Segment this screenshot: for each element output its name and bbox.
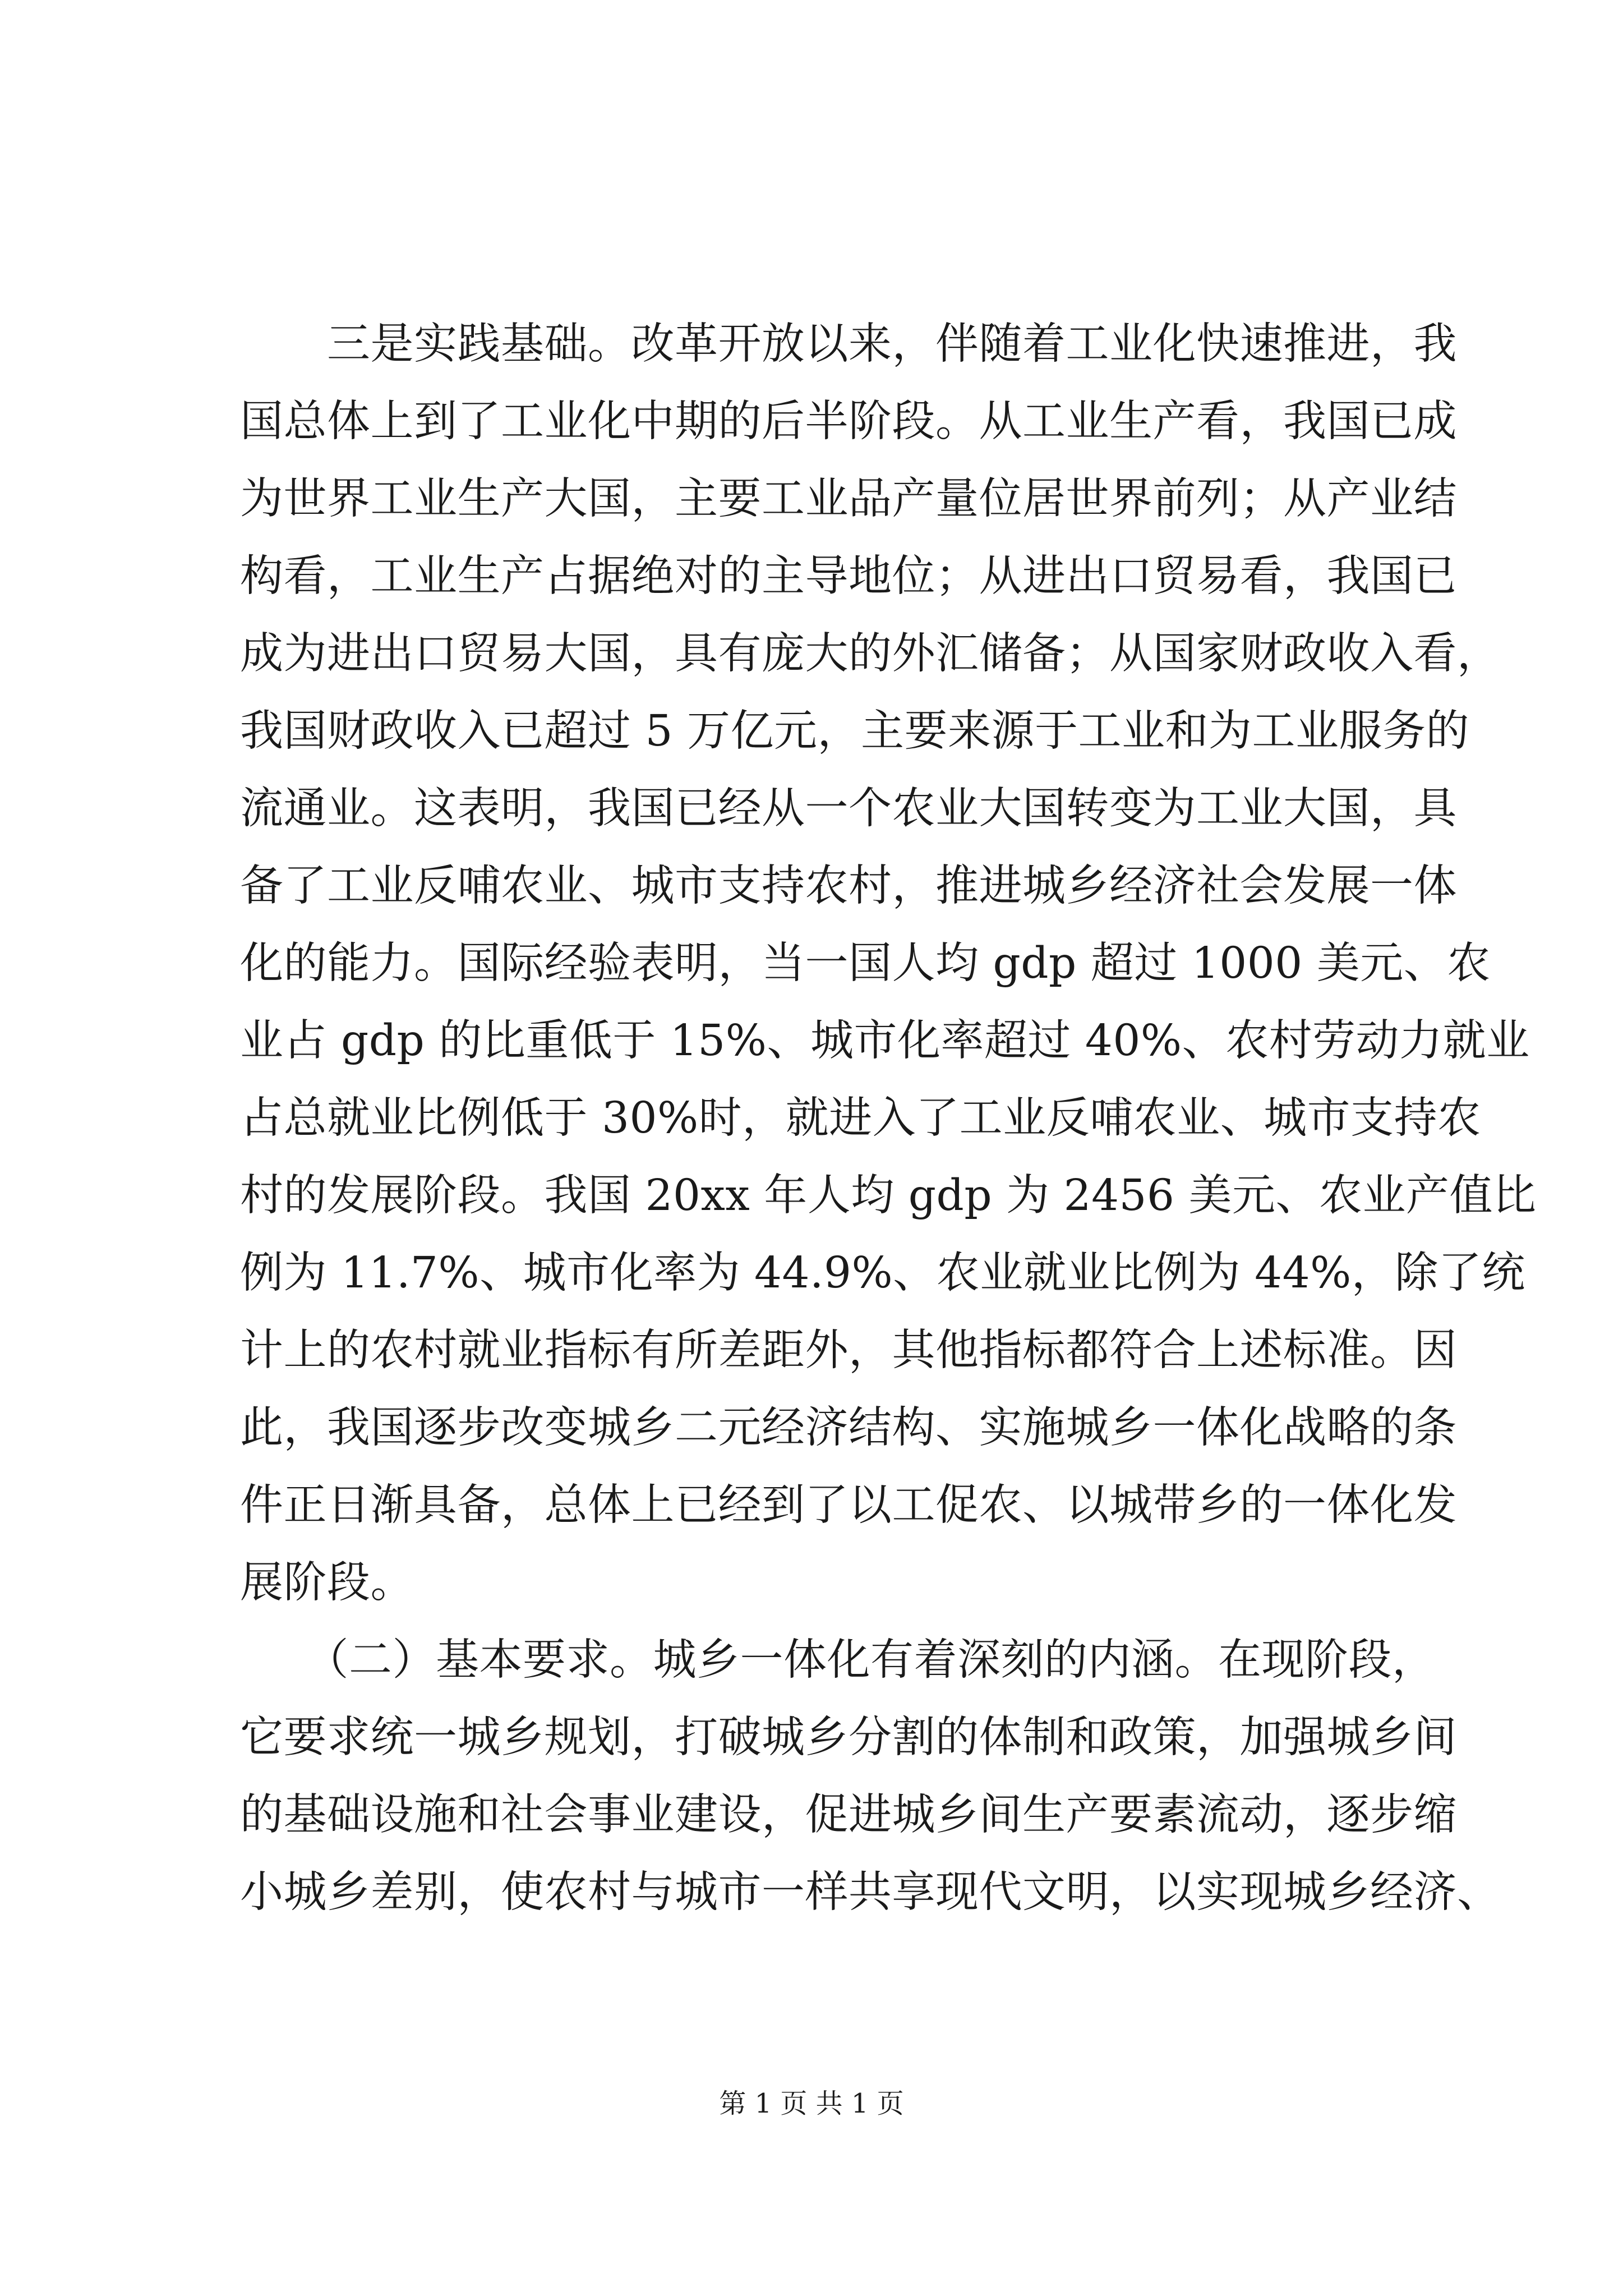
- text-line: 村的发展阶段。我国 20xx 年人均 gdp 为 2456 美元、农业产值比: [240, 1171, 1537, 1221]
- text-line: 小城乡差别，使农村与城市一样共享现代文明，以实现城乡经济、: [240, 1867, 1501, 1917]
- text-line: 计上的农村就业指标有所差距外，其他指标都符合上述标准。因: [240, 1326, 1457, 1375]
- text-line: 它要求统一城乡规划，打破城乡分割的体制和政策，加强城乡间: [240, 1713, 1457, 1763]
- text-line: 国总体上到了工业化中期的后半阶段。从工业生产看，我国已成: [240, 397, 1457, 447]
- text-line: 流通业。这表明，我国已经从一个农业大国转变为工业大国，具: [240, 784, 1457, 834]
- text-line: 为世界工业生产大国，主要工业品产量位居世界前列；从产业结: [240, 474, 1457, 524]
- text-line: 此，我国逐步改变城乡二元经济结构、实施城乡一体化战略的条: [240, 1403, 1457, 1453]
- text-line: （二）基本要求。城乡一体化有着深刻的内涵。在现阶段，: [240, 1635, 1436, 1685]
- text-line: 业占 gdp 的比重低于 15%、城市化率超过 40%、农村劳动力就业: [240, 1016, 1530, 1066]
- text-line: 例为 11.7%、城市化率为 44.9%、农业就业比例为 44%，除了统: [240, 1248, 1525, 1298]
- text-line: 的基础设施和社会事业建设，促进城乡间生产要素流动，逐步缩: [240, 1790, 1457, 1840]
- text-line: 构看，工业生产占据绝对的主导地位；从进出口贸易看，我国已: [240, 551, 1457, 601]
- document-body: [240, 306, 1537, 1931]
- text-line: 占总就业比例低于 30%时，就进入了工业反哺农业、城市支持农: [240, 1093, 1481, 1143]
- text-line: 件正日渐具备，总体上已经到了以工促农、以城带乡的一体化发: [240, 1480, 1457, 1530]
- page-footer: [0, 2086, 1623, 2122]
- page-number: 第 1 页 共 1 页: [719, 2088, 904, 2119]
- text-line: 备了工业反哺农业、城市支持农村，推进城乡经济社会发展一体: [240, 861, 1457, 911]
- text-line: 我国财政收入已超过 5 万亿元，主要来源于工业和为工业服务的: [240, 706, 1469, 756]
- text-line: 展阶段。: [240, 1558, 414, 1608]
- text-line: 三是实践基础。改革开放以来，伴随着工业化快速推进，我: [240, 319, 1457, 369]
- text-line: 成为进出口贸易大国，具有庞大的外汇储备；从国家财政收入看，: [240, 629, 1501, 679]
- text-line: 化的能力。国际经验表明，当一国人均 gdp 超过 1000 美元、农: [240, 938, 1491, 988]
